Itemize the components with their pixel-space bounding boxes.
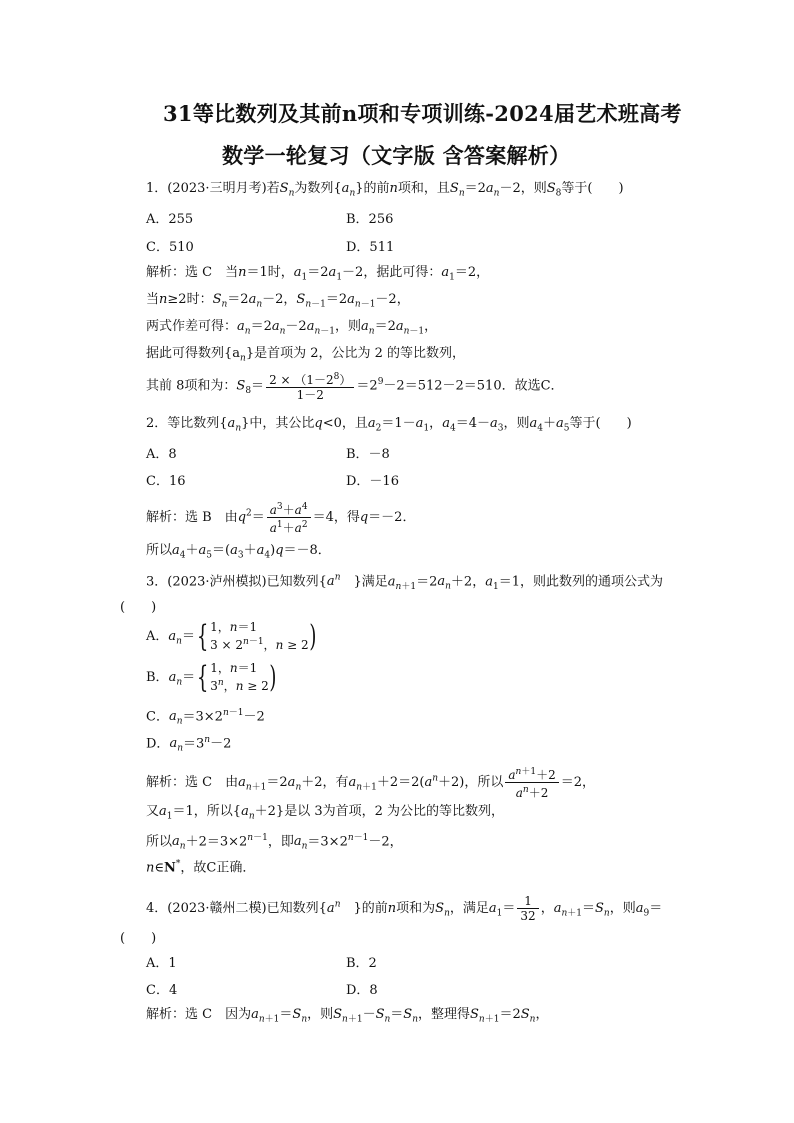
q4-solution-line1: 解析：选 C 因为$a_{n+1}=S_n$，则$S_{n+1}-S_n=S_n$，整理得$S_{n+1}=2S_n$， bbox=[146, 1007, 549, 1025]
q3-solution-line1: 解析：选 C 由$a_{n+1}=2a_n+2$，有$a_{n+1}+2=2(a^n+2)$，所以 $\frac{a^{n+1}+2}{a^n+2}$ ＝2， bbox=[146, 767, 595, 800]
q1-solution-line1: 解析：选 C 当n＝1时，$a_1=2a_1-2$，据此可得：$a_1=2$， bbox=[146, 265, 490, 283]
q4-option-a: A．1 bbox=[146, 956, 177, 971]
q3-option-b: B．$a_n=${ 1，n＝1 3$^n$，n ≥ 2) bbox=[146, 659, 277, 695]
fraction: $\frac{1}{32}$ bbox=[517, 894, 538, 923]
q3-option-d: D．$a_n=3^n-2$ bbox=[146, 735, 232, 754]
question-3-stem: 3．(2023·泸州模拟)已知数列{$a^n$ }满足$a_{n+1}=2a_n+2$，$a_1=1$，则此数列的通项公式为 bbox=[146, 573, 663, 592]
question-4-stem: 4．(2023·赣州二模)已知数列{$a^n$ }的前n项和为$S_n$，满足$a_1=$ $\frac{1}{32}$ ，$a_{n+1}=S_n$，则$a_9=$ bbox=[146, 894, 663, 923]
question-2-stem: 2．等比数列$\{a_n\}$中，其公比q<0，且$a_2=1-a_1$，$a_4=4-a_3$，则$a_4+a_5$等于( ) bbox=[146, 416, 632, 434]
q3-option-c: C．$a_n=3\times 2^{n-1}-2$ bbox=[146, 708, 265, 727]
q3-answer-paren: ( ) bbox=[120, 600, 157, 615]
q3-solution-line3: 所以$a_n+2=3\times 2^{n-1}$，即$a_n=3\times 2^{n-1}-2$， bbox=[146, 833, 403, 852]
q1-option-b: B．256 bbox=[346, 212, 394, 227]
document-title-line2: 数学一轮复习（文字版 含答案解析） bbox=[222, 143, 571, 168]
q4-option-b: B．2 bbox=[346, 956, 377, 971]
q4-answer-paren: ( ) bbox=[120, 931, 157, 946]
q2-option-c: C．16 bbox=[146, 474, 186, 489]
q2-option-b: B．－8 bbox=[346, 447, 390, 462]
question-1-stem: 1．(2023·三明月考)若$S_n$为数列$\{a_n\}$的前n项和，且$S_n=2a_n-2$，则$S_8$等于( ) bbox=[146, 181, 624, 199]
fraction: $\frac{a^{n+1}+2}{a^n+2}$ bbox=[505, 765, 558, 800]
q1-solution-line3: 两式作差可得：$a_n=2a_n-2a_{n-1}$，则$a_n=2a_{n-1}$， bbox=[146, 319, 438, 337]
q2-solution-line2: 所以$a_4+a_5=(a_3+a_4)q=-8$． bbox=[146, 543, 331, 561]
q1-solution-line5: 其前 8项和为：$S_8=$ $\frac{2 \times (1-2^8)}{1-2}$ $=2^9-2=512-2=510$．故选C． bbox=[146, 372, 564, 402]
q4-option-d: D．8 bbox=[346, 983, 378, 998]
q2-option-d: D．－16 bbox=[346, 474, 399, 489]
q4-option-c: C．4 bbox=[146, 983, 178, 998]
q3-solution-line4: n∈N*，故C正确． bbox=[146, 859, 256, 876]
q1-solution-line2: 当n≥2时：$S_n=2a_n-2$，$S_{n-1}=2a_{n-1}-2$， bbox=[146, 292, 410, 310]
q1-option-c: C．510 bbox=[146, 240, 194, 255]
q2-solution-line1: 解析：选 B 由$q^2=$ $\frac{a^3+a^4}{a^1+a^2}$ ＝4，得q＝－2． bbox=[146, 502, 416, 535]
q3-solution-line2: 又$a_1=1$，所以$\{a_n+2\}$是以 3为首项，2 为公比的等比数列， bbox=[146, 804, 504, 822]
q1-solution-line4: 据此可得数列$\{a_n\}$是首项为 2，公比为 2 的等比数列， bbox=[146, 346, 466, 364]
q2-option-a: A．8 bbox=[146, 447, 177, 462]
fraction: $\frac{2 \times (1-2^8)}{1-2}$ bbox=[266, 370, 354, 402]
document-title-line1: 31等比数列及其前n项和专项训练-2024届艺术班高考 bbox=[163, 101, 682, 126]
q1-option-a: A．255 bbox=[146, 212, 194, 227]
fraction: $\frac{a^3+a^4}{a^1+a^2}$ bbox=[267, 500, 311, 535]
q3-option-a: A．$a_n=${ 1，n＝1 $3 \times 2^{n-1}$，n ≥ 2) bbox=[146, 618, 316, 654]
q1-option-d: D．511 bbox=[346, 240, 395, 255]
